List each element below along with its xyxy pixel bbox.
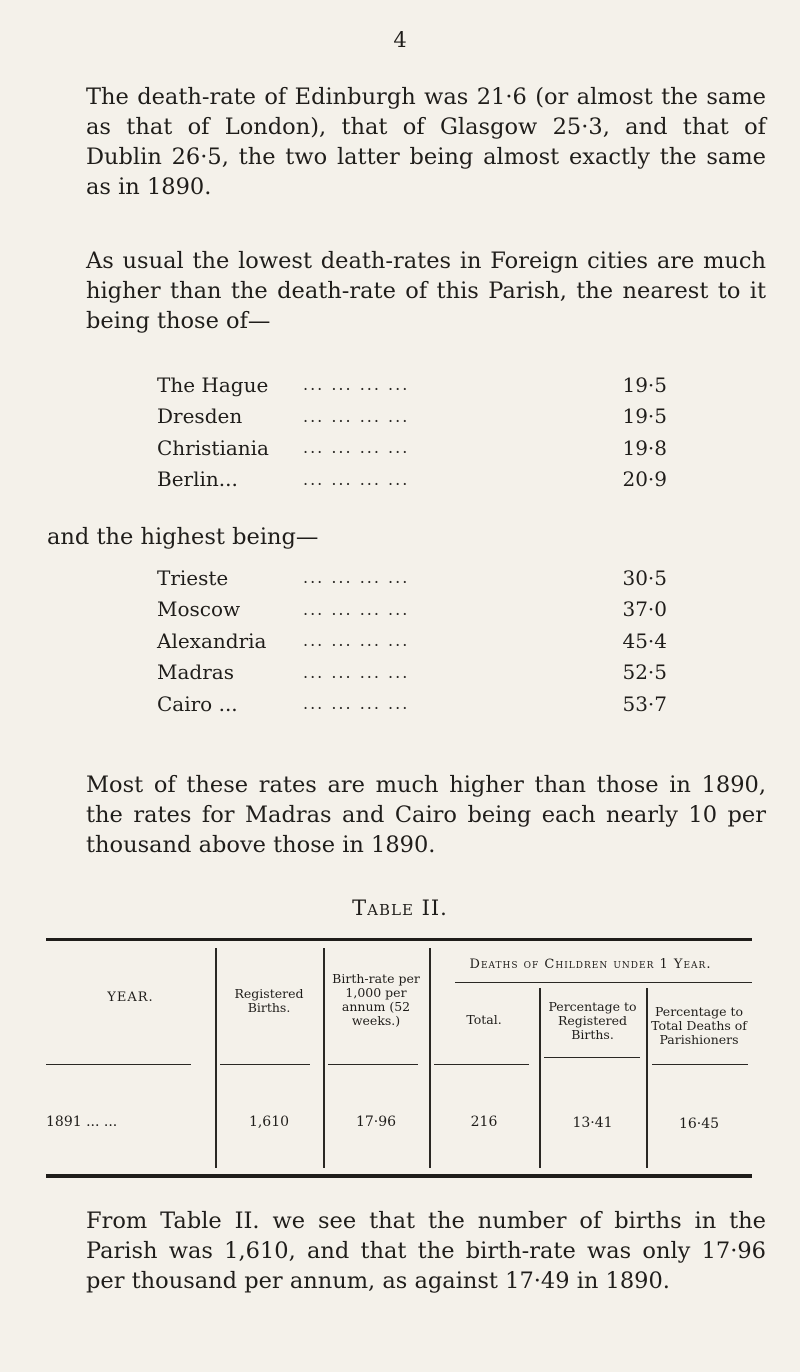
rate-row [157,562,667,594]
header-pct-registered: Percentage to Registered Births. [548,999,637,1042]
page-number: 4 [393,28,407,52]
rate-row [157,688,667,720]
cell-birth-rate: 17·96 [355,1114,397,1130]
header-pct-total: Percentage to Total Deaths of Parishioners [651,1004,747,1047]
header-year: YEAR. [107,990,154,1005]
city-name: The Hague [157,372,269,397]
rate-row [157,594,667,626]
rate-row [157,464,667,496]
header-rule [544,1057,640,1058]
header-total: Total. [466,1012,502,1027]
city-name: Cairo ... [157,691,238,716]
header-rule [328,1064,418,1065]
rate-row [157,657,667,689]
paragraph-edinburgh-death-rate: The death-rate of Edinburgh was 21·6 (or almost the same as that of London), that of Glasgow 25·3, and that of Dublin 26·5, the two latter being almost exactly the same as in 1890. [86,84,766,200]
rate-row [157,625,667,657]
highest-intro: and the highest being— [47,524,319,550]
leader-dots: ... ... ... ... [303,631,410,651]
rate-value: 19·5 [622,372,667,397]
cell-pct-registered: 13·41 [572,1115,613,1131]
city-name: Dresden [157,404,243,429]
cell-total: 216 [470,1114,498,1130]
table-title: Table II. [352,896,448,920]
lowest-rates-list [157,369,667,495]
leader-dots: ... ... ... ... [303,375,410,395]
rate-value: 19·5 [622,404,667,429]
rate-value: 20·9 [622,467,667,492]
header-birth-rate: Birth-rate per 1,000 per annum (52 weeks.) [332,971,420,1028]
top-rule [46,938,752,941]
header-rule [46,1064,191,1065]
cell-registered-births: 1,610 [248,1114,290,1130]
rate-row [157,401,667,433]
city-name: Moscow [157,597,241,622]
table-ii [46,938,752,1180]
rate-value: 30·5 [622,565,667,590]
paragraph-comparison-1890: Most of these rates are much higher than those in 1890, the rates for Madras and Cairo being each nearly 10 per thousand above those in 1890. [86,772,766,858]
highest-rates-list [157,562,667,720]
header-deaths-group: Deaths of Children under 1 Year. [469,957,712,972]
rate-value: 45·4 [622,628,667,653]
group-rule [455,982,752,983]
rate-row [157,432,667,464]
rate-value: 19·8 [622,435,667,460]
rate-row [157,369,667,401]
header-rule [220,1064,310,1065]
leader-dots: ... ... ... ... [303,599,410,619]
city-name: Trieste [157,565,229,590]
rate-value: 37·0 [622,597,667,622]
leader-dots: ... ... ... ... [303,662,410,682]
cell-pct-total: 16·45 [678,1116,720,1132]
paragraph-births-summary: From Table II. we see that the number of births in the Parish was 1,610, and that the birth-rate was only 17·96 per thousand per annum, as against 17·49 in 1890. [86,1208,766,1294]
city-name: Alexandria [157,628,267,653]
rate-value: 52·5 [622,660,667,685]
header-rule [652,1064,748,1065]
leader-dots: ... ... ... ... [303,694,410,714]
city-name: Madras [157,660,234,685]
cell-year: 1891 ... ... [46,1114,118,1130]
leader-dots: ... ... ... ... [303,438,410,458]
city-name: Berlin... [157,467,238,492]
leader-dots: ... ... ... ... [303,406,410,426]
column-divider [429,948,431,1168]
header-registered-births: Registered Births. [234,986,304,1015]
rate-value: 53·7 [622,691,667,716]
leader-dots: ... ... ... ... [303,568,410,588]
paragraph-foreign-cities: As usual the lowest death-rates in Foreign cities are much higher than the death-rate of this Parish, the nearest to it being those of— [86,248,766,334]
leader-dots: ... ... ... ... [303,469,410,489]
city-name: Christiania [157,435,269,460]
bottom-rule [46,1174,752,1178]
header-rule [434,1064,529,1065]
